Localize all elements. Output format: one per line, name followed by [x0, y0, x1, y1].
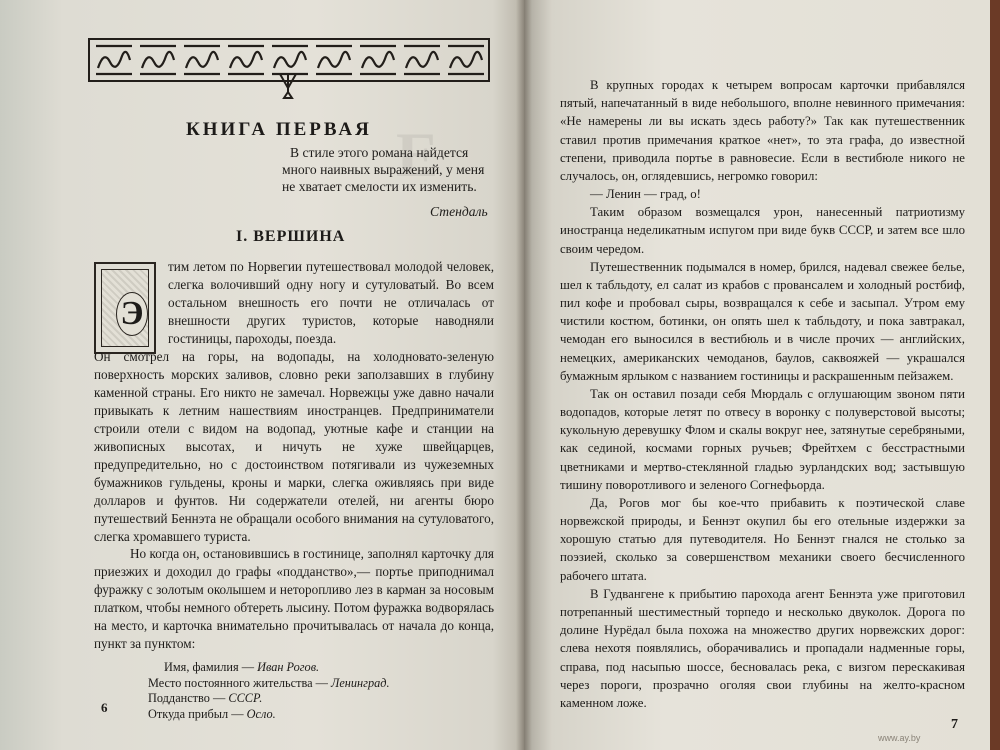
right-paragraph: Да, Рогов мог бы кое-что прибавить к поэтической славе норвежской природы, и Беннэт окупил бы его отельные издержки за хорошую статью для путеводителя. Но Беннэт гнался не столько за поэзией, сколько за совершенством механики своего бесчисленного рабочего штата.	[560, 495, 965, 583]
left-paragraph: Он смотрел на горы, на водопады, на холодновато-зеленую поверхность морских заливов, словно реки заползавших в глубину каменной страны. Его никто не замечал. Норвежцы уже давно начали привыкать к летним нашествиям иностранцев. Предприниматели строили отели с видом на водопад, уютные кафе и станции на живописных высотах, и ничуть не хуже швейцарцев, предупредительно, но с достоинством потягивали из чужеземных бумажников гульдены, кроны и марки, слегка оживляясь при виде долларов и фунтов. Ни содержатели отелей, ни агенты бюро путешествий Беннэта не обращали особого внимания на сутуловатого, слегка хромавшего туриста.	[94, 349, 494, 544]
registration-card	[104, 660, 484, 722]
right-paragraph: Путешественник подымался в номер, брился, надевал свежее белье, шел к табльдоту, ел салат из крабов с провансалем и холодный ростбиф, пил кофе и пробовал сыры, возвращался к себе и засыпал. Утром ему чистили костюм, ботинки, он опять шел к табльдоту, и пока завтракал, чемодан его выносился в вестибюль и в числе прочих — английских, немецких, американских чемоданов, баулов, саквояжей — украшался бумажным ярлыком с названием гостиницы и раскрашенным пейзажем.	[560, 259, 965, 383]
right-paragraph: Таким образом возмещался урон, нанесенный патриотизму иностранца неделикатным испугом при виде букв СССР, и затем все шло своим чередом.	[560, 205, 965, 256]
right-page	[524, 0, 990, 750]
book-heading: КНИГА ПЕРВАЯ	[186, 119, 372, 140]
watermark: www.ay.by	[878, 733, 921, 743]
epigraph-line: много наивных выражений, у меня	[282, 162, 485, 177]
right-paragraph: В Гудвангене к прибытию парохода агент Беннэта уже приготовил потрепанный шестиместный торпедо и несколько двуколок. Дорога по долине Нурёдал была похожа на множество других норвежских дорог: слева нехотя появлялись, оборачивались и пропадали надменные горы, справа, под насыпью шоссе, беснoвалась река, с визгом перескакивая через пороги, прозрачно оголяя свои глубины на желто-красном каменном ложе.	[560, 586, 965, 710]
page-number: 6	[101, 700, 108, 715]
right-paragraph: — Ленин — град, о!	[590, 187, 701, 202]
epigraph-line: В стиле этого романа найдется	[290, 145, 469, 160]
bleed-through-text: E	[396, 119, 439, 190]
left-paragraph: Но когда он, остановившись в гостинице, заполнял карточку для приезжих и доходил до графы «подданство»,— портье приподнимал фуражку с золотым околышем и неторопливо лез в карман за носовым платком, чтобы немного обтереть лысину. Потом фуражка водворялась на место, и карточка внимательно прочитывалась от начала до конца, пункт за пунктом:	[94, 546, 494, 651]
right-page-text	[560, 76, 965, 712]
right-paragraph: Так он оставил позади себя Мюрдаль с оглушающим звоном пяти водопадов, которые летят по отвесу в воронку с полуверстовой высоты; кукольную деревушку Флом и скалы вокруг нее, затянутые серебряными, как сединой, космами горных ручьев; Фрейтхем с бесстрастными цветниками и мертво-стеклянной гладью эурландских вод; застывшую тишину поворотливого и зеленого Согнефьорда.	[560, 386, 965, 492]
drop-cap-letter: Э	[116, 292, 148, 336]
epigraph-line: не хватает смелости их изменить.	[282, 179, 477, 194]
book-gutter	[516, 0, 532, 750]
card-line: Место постоянного жительства — Ленинград.	[148, 675, 390, 690]
epigraph-author: Стендаль	[430, 204, 488, 219]
page-number: 7	[951, 717, 958, 732]
drop-cap-ornament	[101, 269, 149, 347]
chapter-title: I. ВЕРШИНА	[236, 228, 346, 245]
right-paragraph: В крупных городах к четырем вопросам карточки прибавлялся пятый, напечатанный в виде небольшого, вполне невинного примечания: «Не намерены ли вы искать здесь работу?» Так как путешественник ставил против примечания краткое «нет», то эта графа, до известной степени, приводила портье в равновесие. Если в вестибюле никого не случалось, он, оглядевшись, негромко говорил:	[560, 78, 965, 183]
card-line: Подданство — СССР.	[148, 691, 263, 705]
drop-cap-frame	[94, 262, 156, 354]
ornament-pendant	[268, 74, 308, 102]
card-line: Откуда прибыл — Осло.	[148, 706, 276, 721]
epigraph	[282, 144, 510, 195]
card-line: Имя, фамилия — Иван Рогов.	[164, 660, 320, 674]
chapter-opening-paragraph: тим летом по Норвегии путешествовал молодой человек, слегка волочивший одну ногу и сутуловатый. Во всем остальном внешность его почти не отличалась от внешности других туристов, которые наводняли гостиницы, пароходы, поезда.	[168, 259, 494, 346]
